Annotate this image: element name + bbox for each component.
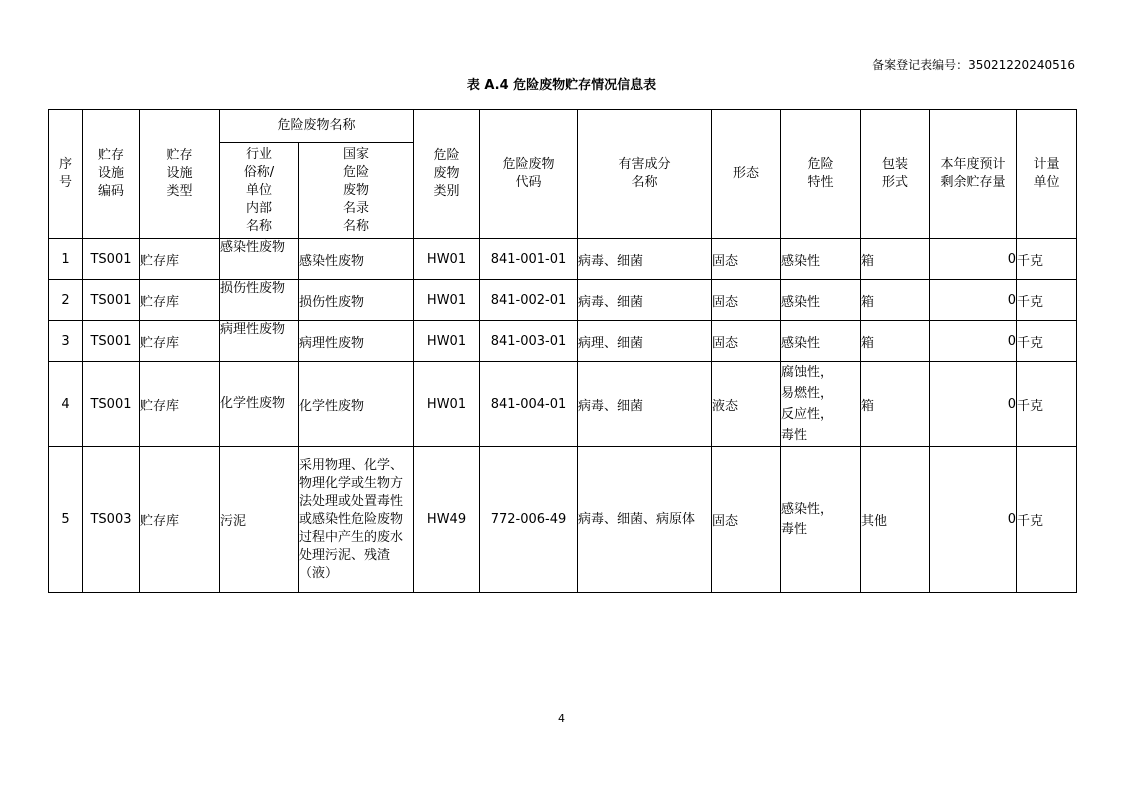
cell-facility-type: 贮存库 [140, 280, 220, 321]
cell-category: HW01 [414, 280, 480, 321]
cell-national-name: 病理性废物 [299, 321, 414, 362]
cell-unit: 千克 [1017, 280, 1077, 321]
cell-seq: 5 [49, 447, 83, 593]
cell-facility-code: TS001 [83, 321, 140, 362]
cell-industry-name: 病理性废物 [220, 321, 299, 362]
cell-unit: 千克 [1017, 447, 1077, 593]
cell-national-name: 损伤性废物 [299, 280, 414, 321]
header-seq: 序 号 [49, 110, 83, 239]
header-waste-code: 危险废物 代码 [480, 110, 578, 239]
cell-category: HW01 [414, 362, 480, 447]
cell-harmful: 病毒、细菌、病原体 [578, 447, 712, 593]
cell-property: 感染性 [781, 239, 861, 280]
cell-property: 腐蚀性， 易燃性， 反应性， 毒性 [781, 362, 861, 447]
cell-form: 液态 [712, 362, 781, 447]
cell-packaging: 箱 [861, 280, 930, 321]
header-facility-type: 贮存 设施 类型 [140, 110, 220, 239]
cell-seq: 1 [49, 239, 83, 280]
cell-facility-code: TS003 [83, 447, 140, 593]
cell-code: 841-003-01 [480, 321, 578, 362]
cell-facility-type: 贮存库 [140, 239, 220, 280]
cell-code: 841-001-01 [480, 239, 578, 280]
header-property: 危险 特性 [781, 110, 861, 239]
cell-facility-type: 贮存库 [140, 362, 220, 447]
table-row [49, 321, 1077, 362]
cell-code: 841-002-01 [480, 280, 578, 321]
cell-harmful: 病毒、细菌 [578, 362, 712, 447]
header-national-name: 国家 危险 废物 名录 名称 [299, 143, 414, 239]
cell-form: 固态 [712, 239, 781, 280]
cell-facility-code: TS001 [83, 362, 140, 447]
cell-harmful: 病理、细菌 [578, 321, 712, 362]
cell-seq: 2 [49, 280, 83, 321]
cell-unit: 千克 [1017, 321, 1077, 362]
page-number: 4 [558, 712, 565, 725]
cell-seq: 3 [49, 321, 83, 362]
table-row [49, 239, 1077, 280]
cell-national-name: 化学性废物 [299, 362, 414, 447]
header-unit: 计量 单位 [1017, 110, 1077, 239]
cell-category: HW01 [414, 321, 480, 362]
cell-seq: 4 [49, 362, 83, 447]
hazardous-waste-storage-table [48, 109, 1077, 593]
header-remaining: 本年度预计 剩余贮存量 [930, 110, 1017, 239]
cell-industry-name: 损伤性废物 [220, 280, 299, 321]
header-facility-code: 贮存 设施 编码 [83, 110, 140, 239]
cell-remaining: 0 [930, 239, 1017, 280]
cell-unit: 千克 [1017, 362, 1077, 447]
cell-facility-type: 贮存库 [140, 447, 220, 593]
cell-property: 感染性 [781, 321, 861, 362]
cell-property: 感染性 [781, 280, 861, 321]
cell-property: 感染性， 毒性 [781, 447, 861, 593]
cell-unit: 千克 [1017, 239, 1077, 280]
cell-packaging: 箱 [861, 321, 930, 362]
cell-remaining: 0 [930, 321, 1017, 362]
cell-facility-type: 贮存库 [140, 321, 220, 362]
header-packaging: 包装 形式 [861, 110, 930, 239]
cell-form: 固态 [712, 447, 781, 593]
cell-remaining: 0 [930, 280, 1017, 321]
cell-category: HW49 [414, 447, 480, 593]
header-waste-name-group: 危险废物名称 [220, 110, 414, 143]
header-harmful: 有害成分 名称 [578, 110, 712, 239]
cell-code: 772-006-49 [480, 447, 578, 593]
cell-packaging: 箱 [861, 362, 930, 447]
table-row [49, 280, 1077, 321]
cell-form: 固态 [712, 321, 781, 362]
cell-remaining: 0 [930, 447, 1017, 593]
cell-code: 841-004-01 [480, 362, 578, 447]
cell-packaging: 箱 [861, 239, 930, 280]
cell-industry-name: 污泥 [220, 447, 299, 593]
cell-form: 固态 [712, 280, 781, 321]
table-row [49, 447, 1077, 593]
cell-industry-name: 感染性废物 [220, 239, 299, 280]
header-industry-name: 行业 俗称/ 单位 内部 名称 [220, 143, 299, 239]
cell-industry-name: 化学性废物 [220, 362, 299, 447]
table-title: 表 A.4 危险废物贮存情况信息表 [466, 78, 657, 93]
header-form: 形态 [712, 110, 781, 239]
header-waste-category: 危险 废物 类别 [414, 110, 480, 239]
cell-packaging: 其他 [861, 447, 930, 593]
cell-facility-code: TS001 [83, 239, 140, 280]
registration-number: 备案登记表编号：35021220240516 [872, 58, 1075, 72]
cell-harmful: 病毒、细菌 [578, 280, 712, 321]
cell-category: HW01 [414, 239, 480, 280]
cell-national-name: 感染性废物 [299, 239, 414, 280]
cell-national-name: 采用物理、化学、物理化学或生物方法处理或处置毒性或感染性危险废物过程中产生的废水处理污泥、残渣（液） [299, 447, 414, 593]
cell-remaining: 0 [930, 362, 1017, 447]
table-row [49, 362, 1077, 447]
cell-facility-code: TS001 [83, 280, 140, 321]
cell-harmful: 病毒、细菌 [578, 239, 712, 280]
